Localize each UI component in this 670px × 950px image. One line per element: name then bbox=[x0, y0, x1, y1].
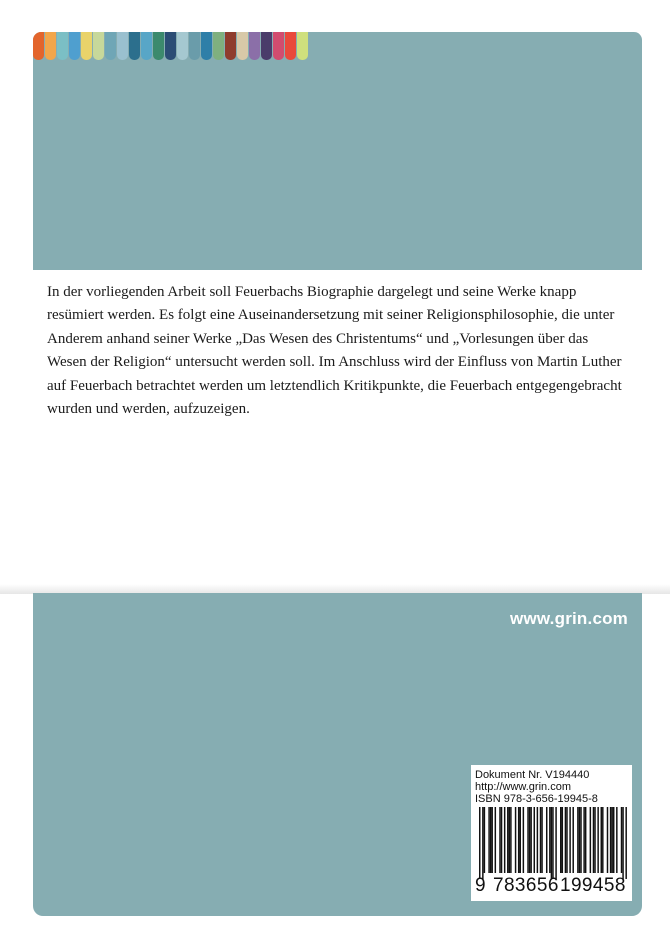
color-stripe bbox=[117, 32, 128, 60]
color-stripe bbox=[249, 32, 260, 60]
color-stripe bbox=[45, 32, 56, 60]
barcode-digits-left: 783656 bbox=[493, 875, 559, 896]
document-number: Dokument Nr. V194440 bbox=[475, 769, 590, 781]
color-stripe bbox=[189, 32, 200, 60]
color-stripe bbox=[165, 32, 176, 60]
barcode-digits-right: 199458 bbox=[560, 875, 626, 896]
barcode bbox=[479, 807, 627, 879]
color-stripe bbox=[105, 32, 116, 60]
color-stripe bbox=[297, 32, 308, 60]
back-cover-blurb: In der vorliegenden Arbeit soll Feuerbachs Biographie dargelegt und seine Werke knapp resümiert werden. Es folgt eine Auseinandersetzung mit seiner Religionsphilosophie, die unter Anderem anhand seiner Werke „Das Wesen des Christentums“ und „Vorlesungen über das Wesen der Religion“ untersucht werden soll. Im Anschluss wird der Einfluss von Martin Luther auf Feuerbach betrachtet werden um letztendlich Kritikpunkte, die Feuerbach entgegengebracht wurden und werden, aufzuzeigen. bbox=[47, 284, 622, 418]
color-stripe bbox=[201, 32, 212, 60]
isbn-number: ISBN 978-3-656-19945-8 bbox=[475, 793, 598, 805]
color-stripe bbox=[213, 32, 224, 60]
color-stripe bbox=[129, 32, 140, 60]
color-stripe bbox=[153, 32, 164, 60]
cover-bottom-panel bbox=[33, 593, 642, 916]
cover-top-panel bbox=[33, 32, 642, 270]
color-stripe bbox=[81, 32, 92, 60]
barcode-digit-first: 9 bbox=[475, 875, 486, 896]
color-stripe bbox=[141, 32, 152, 60]
isbn-label-box bbox=[471, 765, 632, 901]
color-stripe bbox=[69, 32, 80, 60]
color-stripe bbox=[273, 32, 284, 60]
color-stripe bbox=[225, 32, 236, 60]
color-stripe bbox=[33, 32, 44, 60]
color-stripe bbox=[177, 32, 188, 60]
color-stripe bbox=[285, 32, 296, 60]
color-stripe bbox=[237, 32, 248, 60]
color-stripe-bar bbox=[33, 32, 309, 60]
color-stripe bbox=[57, 32, 68, 60]
publisher-url: www.grin.com bbox=[510, 609, 628, 628]
color-stripe bbox=[93, 32, 104, 60]
grin-url: http://www.grin.com bbox=[475, 781, 571, 793]
color-stripe bbox=[261, 32, 272, 60]
